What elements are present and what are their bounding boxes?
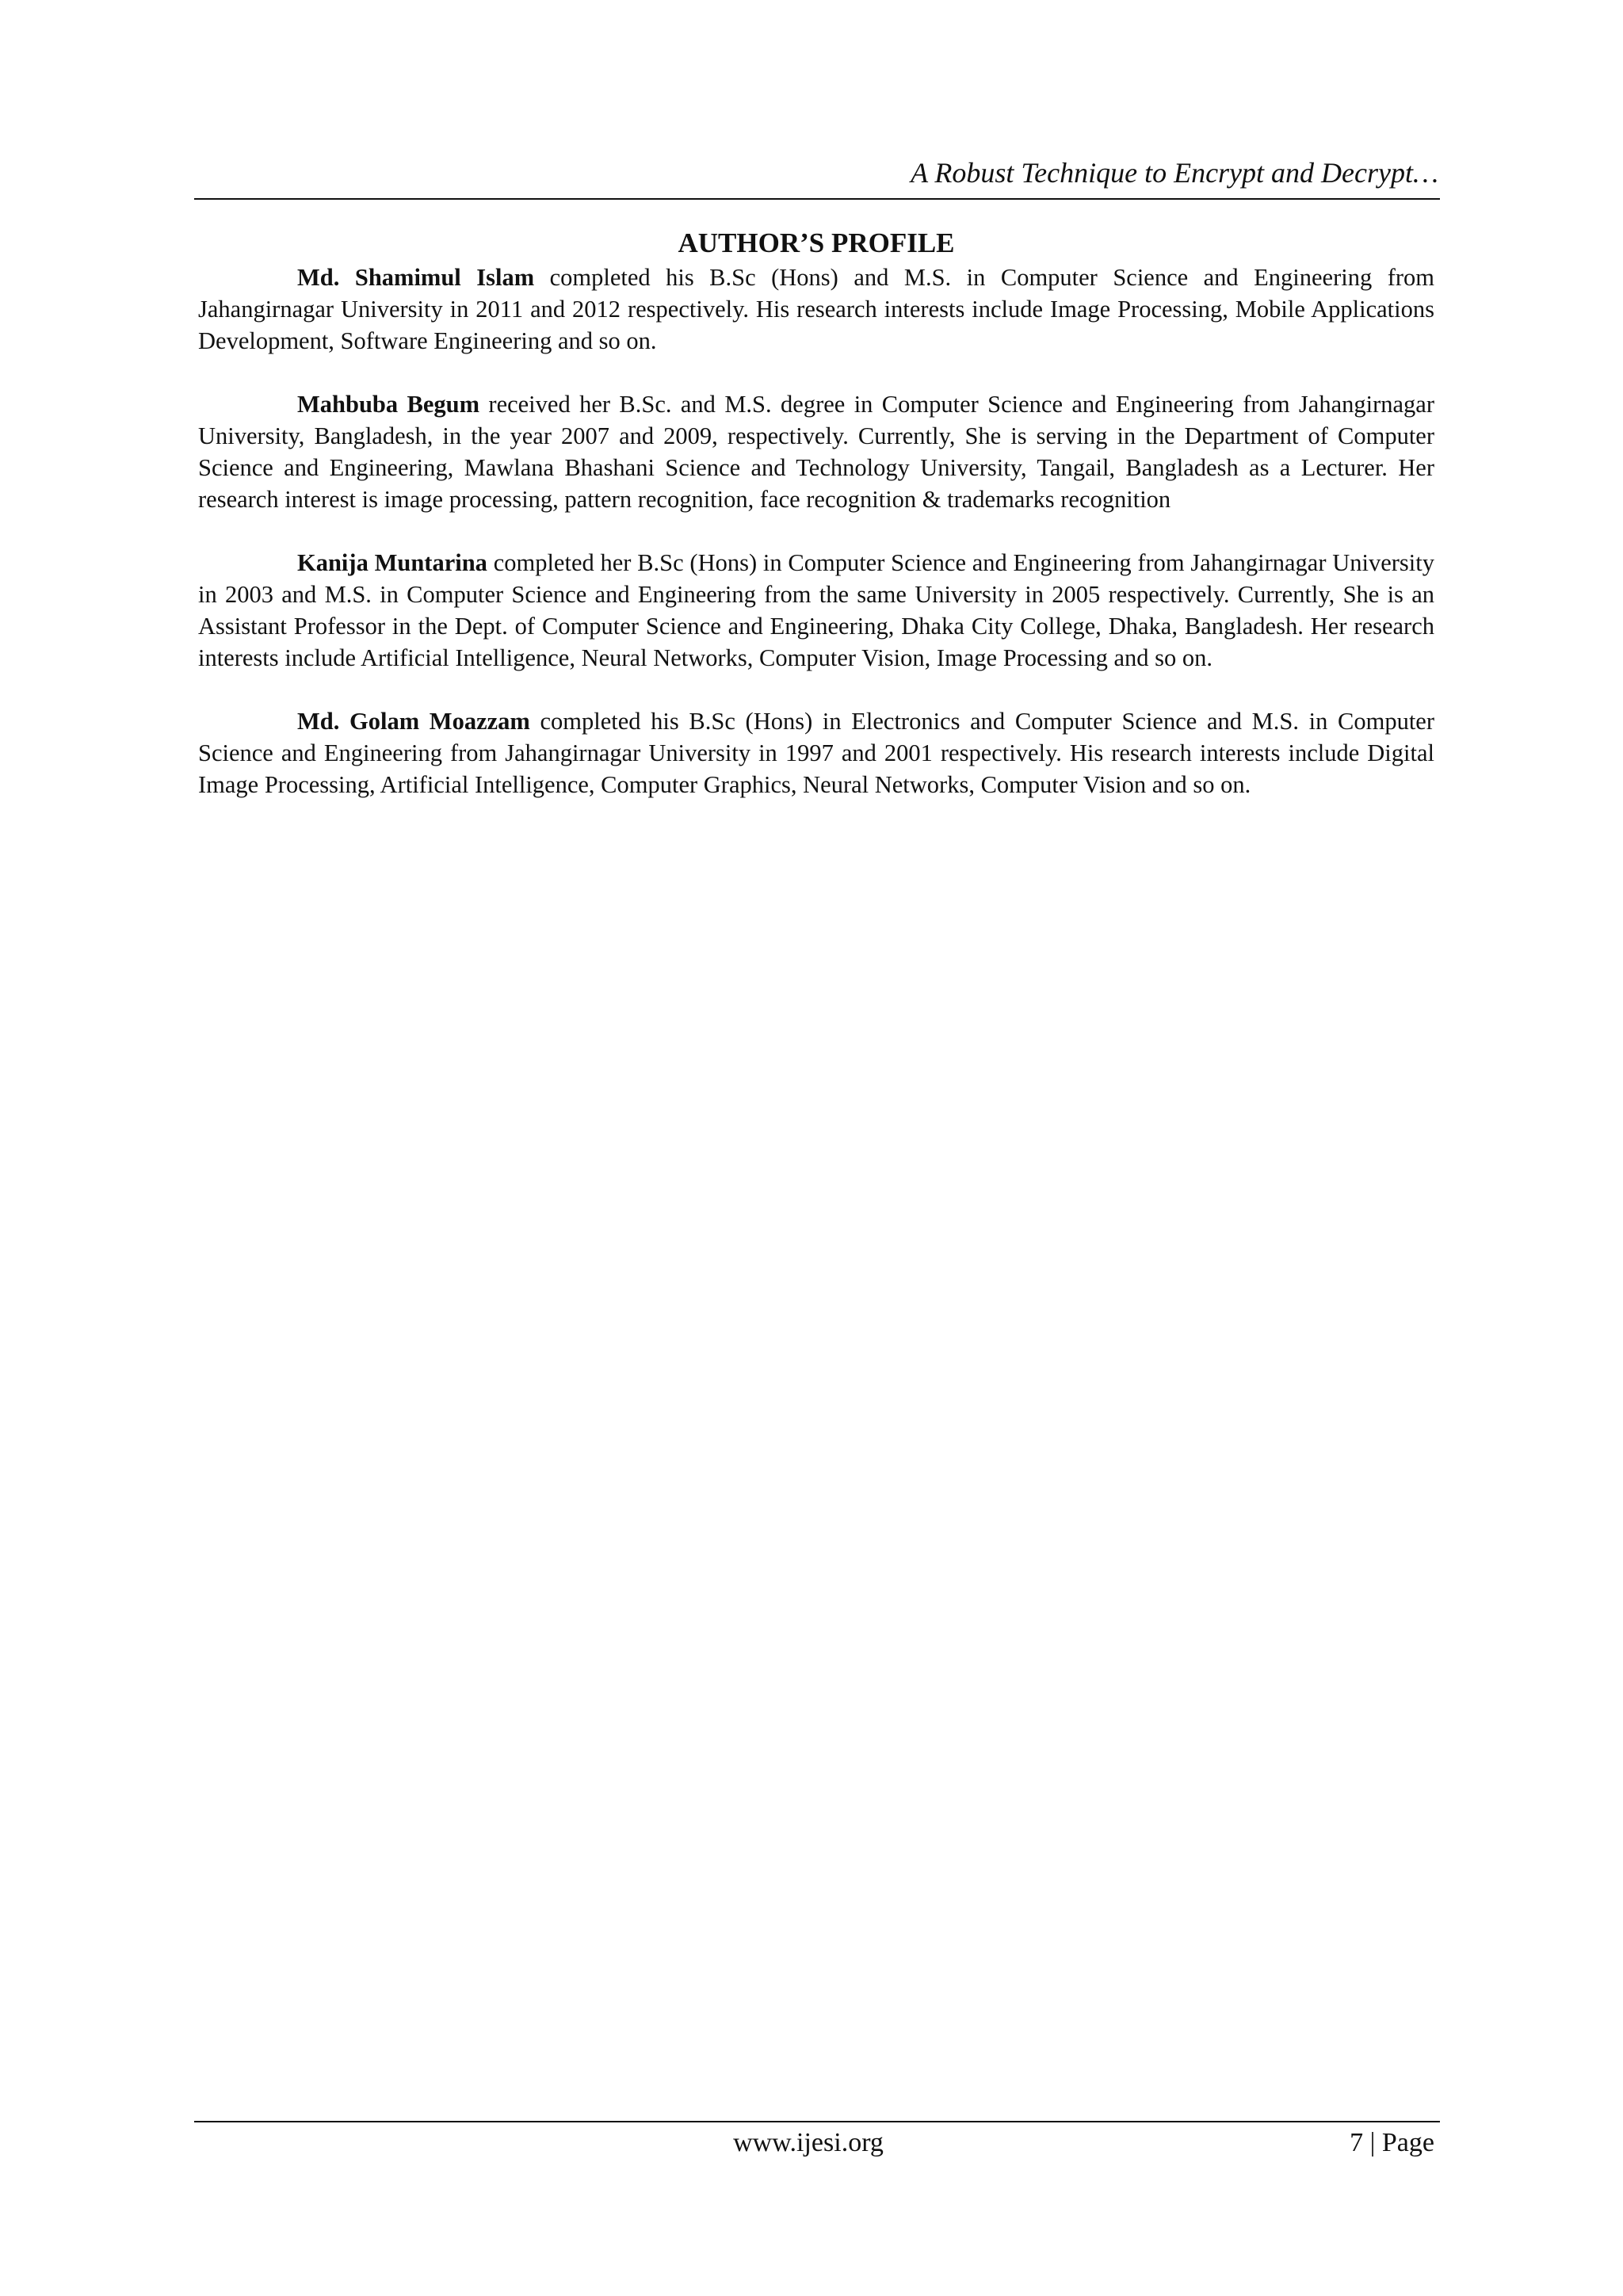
author-bio: completed his B.Sc (Hons) in Electronics and Computer Science and M.S. in Computer Science and Engineering from Jahangirnagar University in 1997 and 2001 respectively. His research interests include Digital Image Processing, Artificial Intelligence, Computer Graphics, Neural Networks, Computer Vision and so on. (198, 708, 1434, 798)
author-bio: completed his B.Sc (Hons) and M.S. in Computer Science and Engineering from Jahangirnagar University in 2011 and 2012 respectively. His research interests include Image Processing, Mobile Applications Development, Software Engineering and so on. (198, 264, 1434, 354)
header-rule (194, 198, 1440, 200)
author-bio: received her B.Sc. and M.S. degree in Computer Science and Engineering from Jahangirnagar University, Bangladesh, in the year 2007 and 2009, respectively. Currently, She is serving in the Department of Computer Science and Engineering, Mawlana Bhashani Science and Technology University, Tangail, Bangladesh as a Lecturer. Her research interest is image processing, pattern recognition, face recognition & trademarks recognition (198, 391, 1434, 513)
author-profiles (198, 262, 1434, 832)
author-profile-3 (198, 547, 1434, 674)
author-name: Mahbuba Begum (297, 391, 480, 418)
author-name: Md. Golam Moazzam (297, 708, 530, 735)
running-header-title: A Robust Technique to Encrypt and Decrypt… (911, 157, 1438, 189)
author-name: Kanija Muntarina (297, 549, 487, 576)
section-title: AUTHOR’S PROFILE (678, 227, 955, 258)
author-profile-2 (198, 388, 1434, 515)
author-profile-1 (198, 262, 1434, 357)
footer-page-number: 7 | Page (1350, 2128, 1434, 2157)
author-profile-4 (198, 705, 1434, 800)
footer-website: www.ijesi.org (733, 2128, 884, 2157)
author-bio: completed her B.Sc (Hons) in Computer Science and Engineering from Jahangirnagar University in 2003 and M.S. in Computer Science and Engineering from the same University in 2005 respectively. Currently, She is an Assistant Professor in the Dept. of Computer Science and Engineering, Dhaka City College, Dhaka, Bangladesh. Her research interests include Artificial Intelligence, Neural Networks, Computer Vision, Image Processing and so on. (198, 549, 1434, 671)
author-name: Md. Shamimul Islam (297, 264, 535, 291)
footer-rule (194, 2121, 1440, 2122)
